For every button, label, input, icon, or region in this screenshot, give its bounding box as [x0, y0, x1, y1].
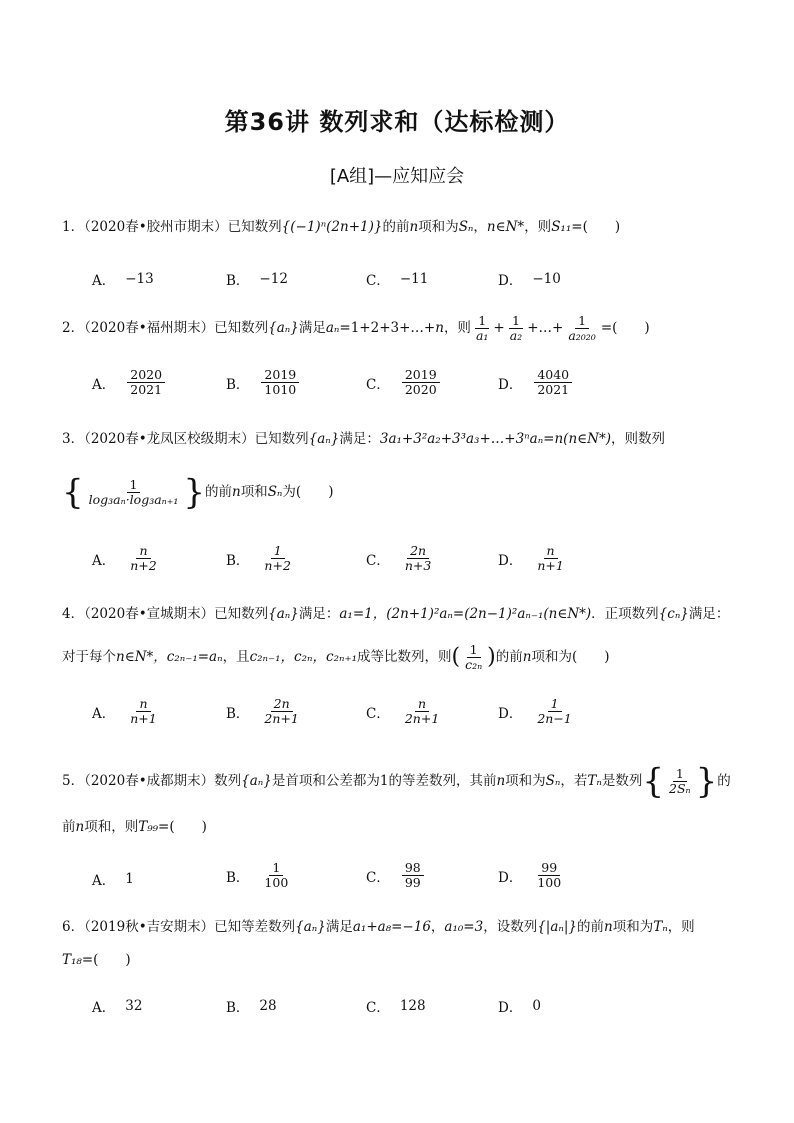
option-c[interactable]: C． −11 [366, 271, 429, 289]
question-6-line-2: T₁₈=( ) [62, 952, 131, 968]
option-c[interactable]: C． $\frac{2n}{n+3}$ [366, 543, 432, 573]
option-d[interactable]: D． $\frac{n}{n+1}$ [498, 543, 564, 573]
option-a[interactable]: A． 32 [92, 998, 143, 1016]
option-c[interactable]: C． $\frac{98}{99}$ [366, 861, 426, 890]
fraction: $\frac{1}{\text{a₁}}$ [475, 313, 489, 343]
option-c[interactable]: C． $\frac{n}{2n+1}$ [366, 696, 440, 726]
option-d[interactable]: D． $\frac{1}{2n-1}$ [498, 696, 572, 726]
option-d[interactable]: D． $\frac{4040}{2021}$ [498, 368, 574, 397]
option-b[interactable]: B． $\frac{2n}{2n+1}$ [226, 696, 299, 726]
option-a[interactable]: A． $\frac{n}{n+1}$ [92, 696, 157, 726]
option-c[interactable]: C． 128 [366, 998, 426, 1016]
question-4-line-2: 对于每个n∈N*，c₂ₙ₋₁=aₙ，且c₂ₙ₋₁，c₂ₙ，c₂ₙ₊₁成等比数列，则( $\frac{1}{\text{c₂ₙ}}$ )的前n项和为( ) [62, 642, 610, 672]
page-title: 第36讲 数列求和（达标检测） [224, 108, 570, 136]
option-c[interactable]: C． $\frac{2019}{2020}$ [366, 368, 442, 397]
question-6: 6．（2019秋•吉安期末）已知等差数列{aₙ}满足a₁+a₈=−16，a₁₀=3，设数列{|aₙ|}的前n项和为Tₙ，则 [62, 919, 695, 935]
question-1: 1．（2020春•胶州市期末）已知数列{(−1)ⁿ(2n+1)}的前n项和为Sₙ，n∈N*，则S₁₁=( ) [62, 219, 621, 235]
option-a[interactable]: A． $\frac{n}{n+2}$ [92, 543, 157, 573]
fraction: $\frac{1}{\text{2Sₙ}}$ [669, 766, 691, 796]
option-d[interactable]: D． $\frac{99}{100}$ [498, 860, 562, 890]
option-b[interactable]: B． $\frac{1}{100}$ [226, 860, 289, 890]
option-d[interactable]: D． −10 [498, 271, 561, 289]
option-b[interactable]: B． −12 [226, 271, 288, 289]
question-2: 2．（2020春•福州期末）已知数列{aₙ}满足aₙ=1+2+3+…+n，则 $\frac{1}{\text{a₁}}$ + $\frac{1}{\text{a₂}}$ +…+ $\frac{1}{\text{a₂₀₂₀}}$ =( ) [62, 313, 650, 343]
option-b[interactable]: B． 28 [226, 998, 277, 1016]
question-4: 4．（2020春•宣城期末）已知数列{aₙ}满足：a₁=1，(2n+1)²aₙ=(2n−1)²aₙ₋₁(n∈N*)．正项数列{cₙ}满足： [62, 606, 730, 622]
section-subtitle: [A组]—应知应会 [329, 166, 465, 187]
option-a[interactable]: A． −13 [92, 271, 154, 289]
fraction: $\frac{1}{\text{a₂₀₂₀}}$ [568, 313, 596, 343]
option-d[interactable]: D． 0 [498, 998, 541, 1016]
question-5: 5．（2020春•成都期末）数列{aₙ}是首项和公差都为1的等差数列，其前n项和为Sₙ，若Tₙ是数列{ $\frac{1}{\text{2Sₙ}}$ }的 [62, 761, 731, 802]
question-5-line-2: 前n项和，则T₉₉=( ) [62, 819, 207, 835]
option-b[interactable]: B． $\frac{2019}{1010}$ [226, 368, 301, 397]
question-3: 3．（2020春•龙凤区校级期末）已知数列{aₙ}满足：3a₁+3²a₂+3³a₃+…+3ⁿaₙ=n(n∈N*)，则数列 [62, 431, 665, 447]
option-a[interactable]: A． 1 [92, 871, 134, 889]
fraction: $\frac{1}{\text{a₂}}$ [509, 313, 523, 343]
fraction: $\frac{1}{\text{log₃aₙ·log₃aₙ₊₁}}$ [88, 477, 179, 507]
option-b[interactable]: B． $\frac{1}{n+2}$ [226, 543, 291, 573]
question-3-line-2: { $\frac{1}{\text{log₃aₙ·log₃aₙ₊₁}}$ }的前n项和Sₙ为( ) [62, 472, 334, 513]
option-a[interactable]: A． $\frac{2020}{2021}$ [92, 368, 167, 397]
fraction: $\frac{1}{\text{c₂ₙ}}$ [465, 642, 483, 672]
